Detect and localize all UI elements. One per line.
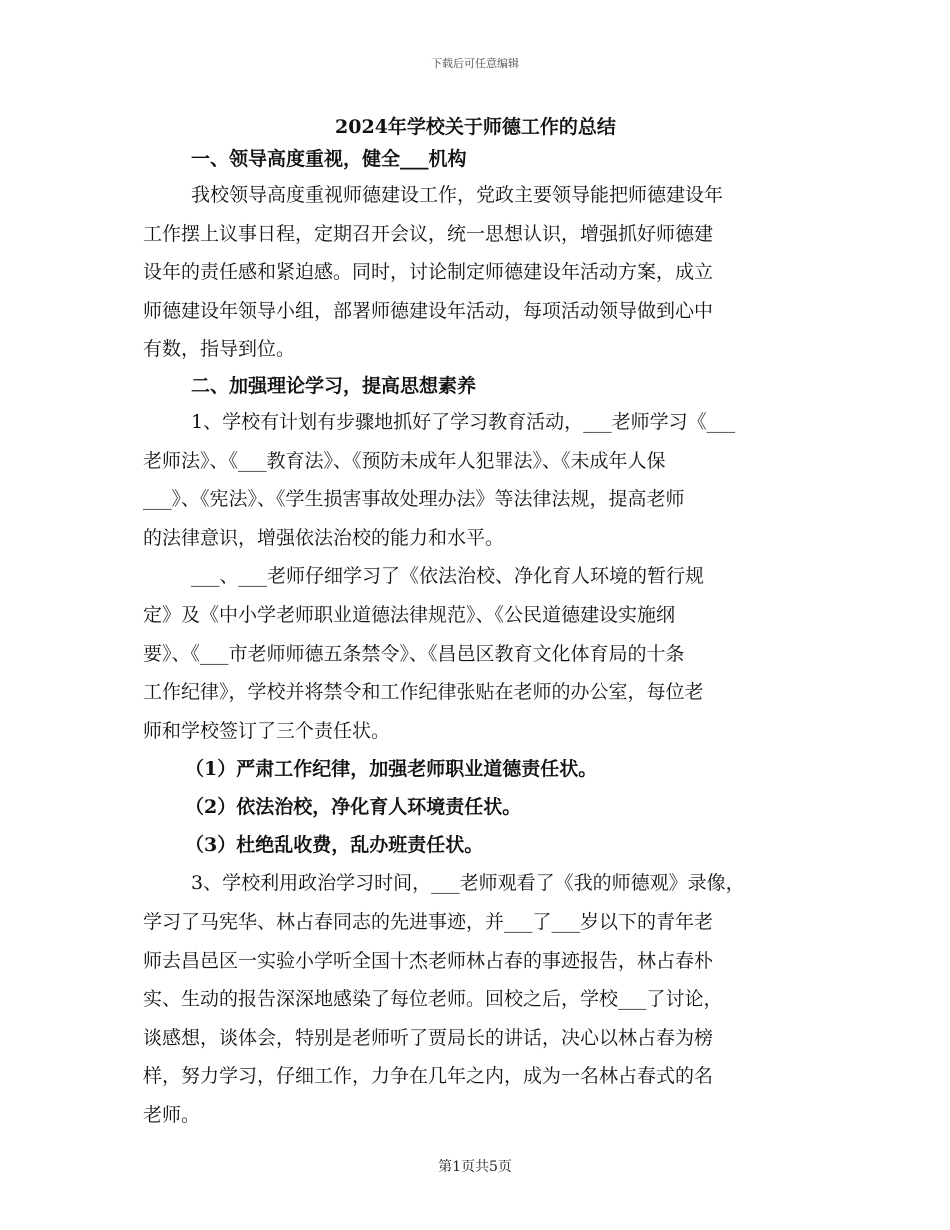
text-line: 有数，指导到位。 bbox=[143, 338, 296, 361]
section-heading-1: 一、领导高度重视，健全___机构 bbox=[191, 148, 467, 170]
text-line: 1、学校有计划有步骤地抓好了学习教育活动，___老师学习《___ bbox=[191, 410, 736, 433]
text-line: 要》、《___市老师师德五条禁令》、《昌邑区教育文化体育局的十条 bbox=[143, 642, 685, 665]
text-line: 老师法》、《___教育法》、《预防未成年人犯罪法》、《未成年人保 bbox=[143, 449, 666, 472]
text-line: 定》及《中小学老师职业道德法律规范》、《公民道德建设实施纲 bbox=[143, 603, 676, 626]
section-2-paragraph-1 bbox=[143, 403, 808, 557]
text-line: 3、学校利用政治学习时间，___老师观看了《我的师德观》录像， bbox=[191, 872, 745, 895]
section-heading-2: 二、加强理论学习，提高思想素养 bbox=[191, 374, 477, 397]
text-line: 师德建设年领导小组，部署师德建设年活动，每项活动领导做到心中 bbox=[143, 299, 714, 322]
section-2-paragraph-2 bbox=[143, 557, 808, 750]
text-line: 老师。 bbox=[143, 1103, 201, 1126]
page-header: 下载后可任意编辑 bbox=[431, 57, 519, 70]
responsibility-item-3: （3）杜绝乱收费，乱办班责任状。 bbox=[185, 834, 484, 857]
text-line: 设年的责任感和紧迫感。同时，讨论制定师德建设年活动方案，成立 bbox=[143, 261, 714, 284]
text-line: 谈感想，谈体会，特别是老师听了贾局长的讲话，决心以林占春为榜 bbox=[143, 1026, 714, 1049]
text-line: 师和学校签订了三个责任状。 bbox=[143, 719, 391, 742]
document-title: 2024年学校关于师德工作的总结 bbox=[335, 116, 616, 138]
text-line: 师去昌邑区一实验小学听全国十杰老师林占春的事迹报告，林占春朴 bbox=[143, 949, 714, 972]
text-line: 实、生动的报告深深地感染了每位老师。回校之后，学校___了讨论， bbox=[143, 988, 723, 1011]
section-1-paragraph bbox=[143, 176, 808, 369]
section-2-paragraph-3 bbox=[143, 864, 808, 1134]
page-footer: 第1页共5页 bbox=[438, 1159, 512, 1175]
text-line: 工作摆上议事日程，定期召开会议，统一思想认识，增强抓好师德建 bbox=[143, 222, 714, 245]
document-body bbox=[143, 112, 808, 1134]
responsibility-item-2: （2）依法治校，净化育人环境责任状。 bbox=[185, 796, 522, 819]
text-line: 的法律意识，增强依法治校的能力和水平。 bbox=[143, 526, 505, 549]
responsibility-item-1: （1）严肃工作纪律，加强老师职业道德责任状。 bbox=[185, 758, 598, 781]
text-line: ___》、《宪法》、《学生损害事故处理办法》等法律法规，提高老师 bbox=[143, 488, 685, 511]
text-line: 样，努力学习，仔细工作，力争在几年之内，成为一名林占春式的名 bbox=[143, 1065, 714, 1088]
text-line: 学习了马宪华、林占春同志的先进事迹，并___了___岁以下的青年老 bbox=[143, 910, 714, 933]
text-line: 工作纪律》，学校并将禁令和工作纪律张贴在老师的办公室，每位老 bbox=[143, 681, 704, 704]
text-line: 我校领导高度重视师德建设工作，党政主要领导能把师德建设年 bbox=[191, 184, 724, 206]
text-line: ___、___老师仔细学习了《依法治校、净化育人环境的暂行规 bbox=[191, 565, 705, 588]
